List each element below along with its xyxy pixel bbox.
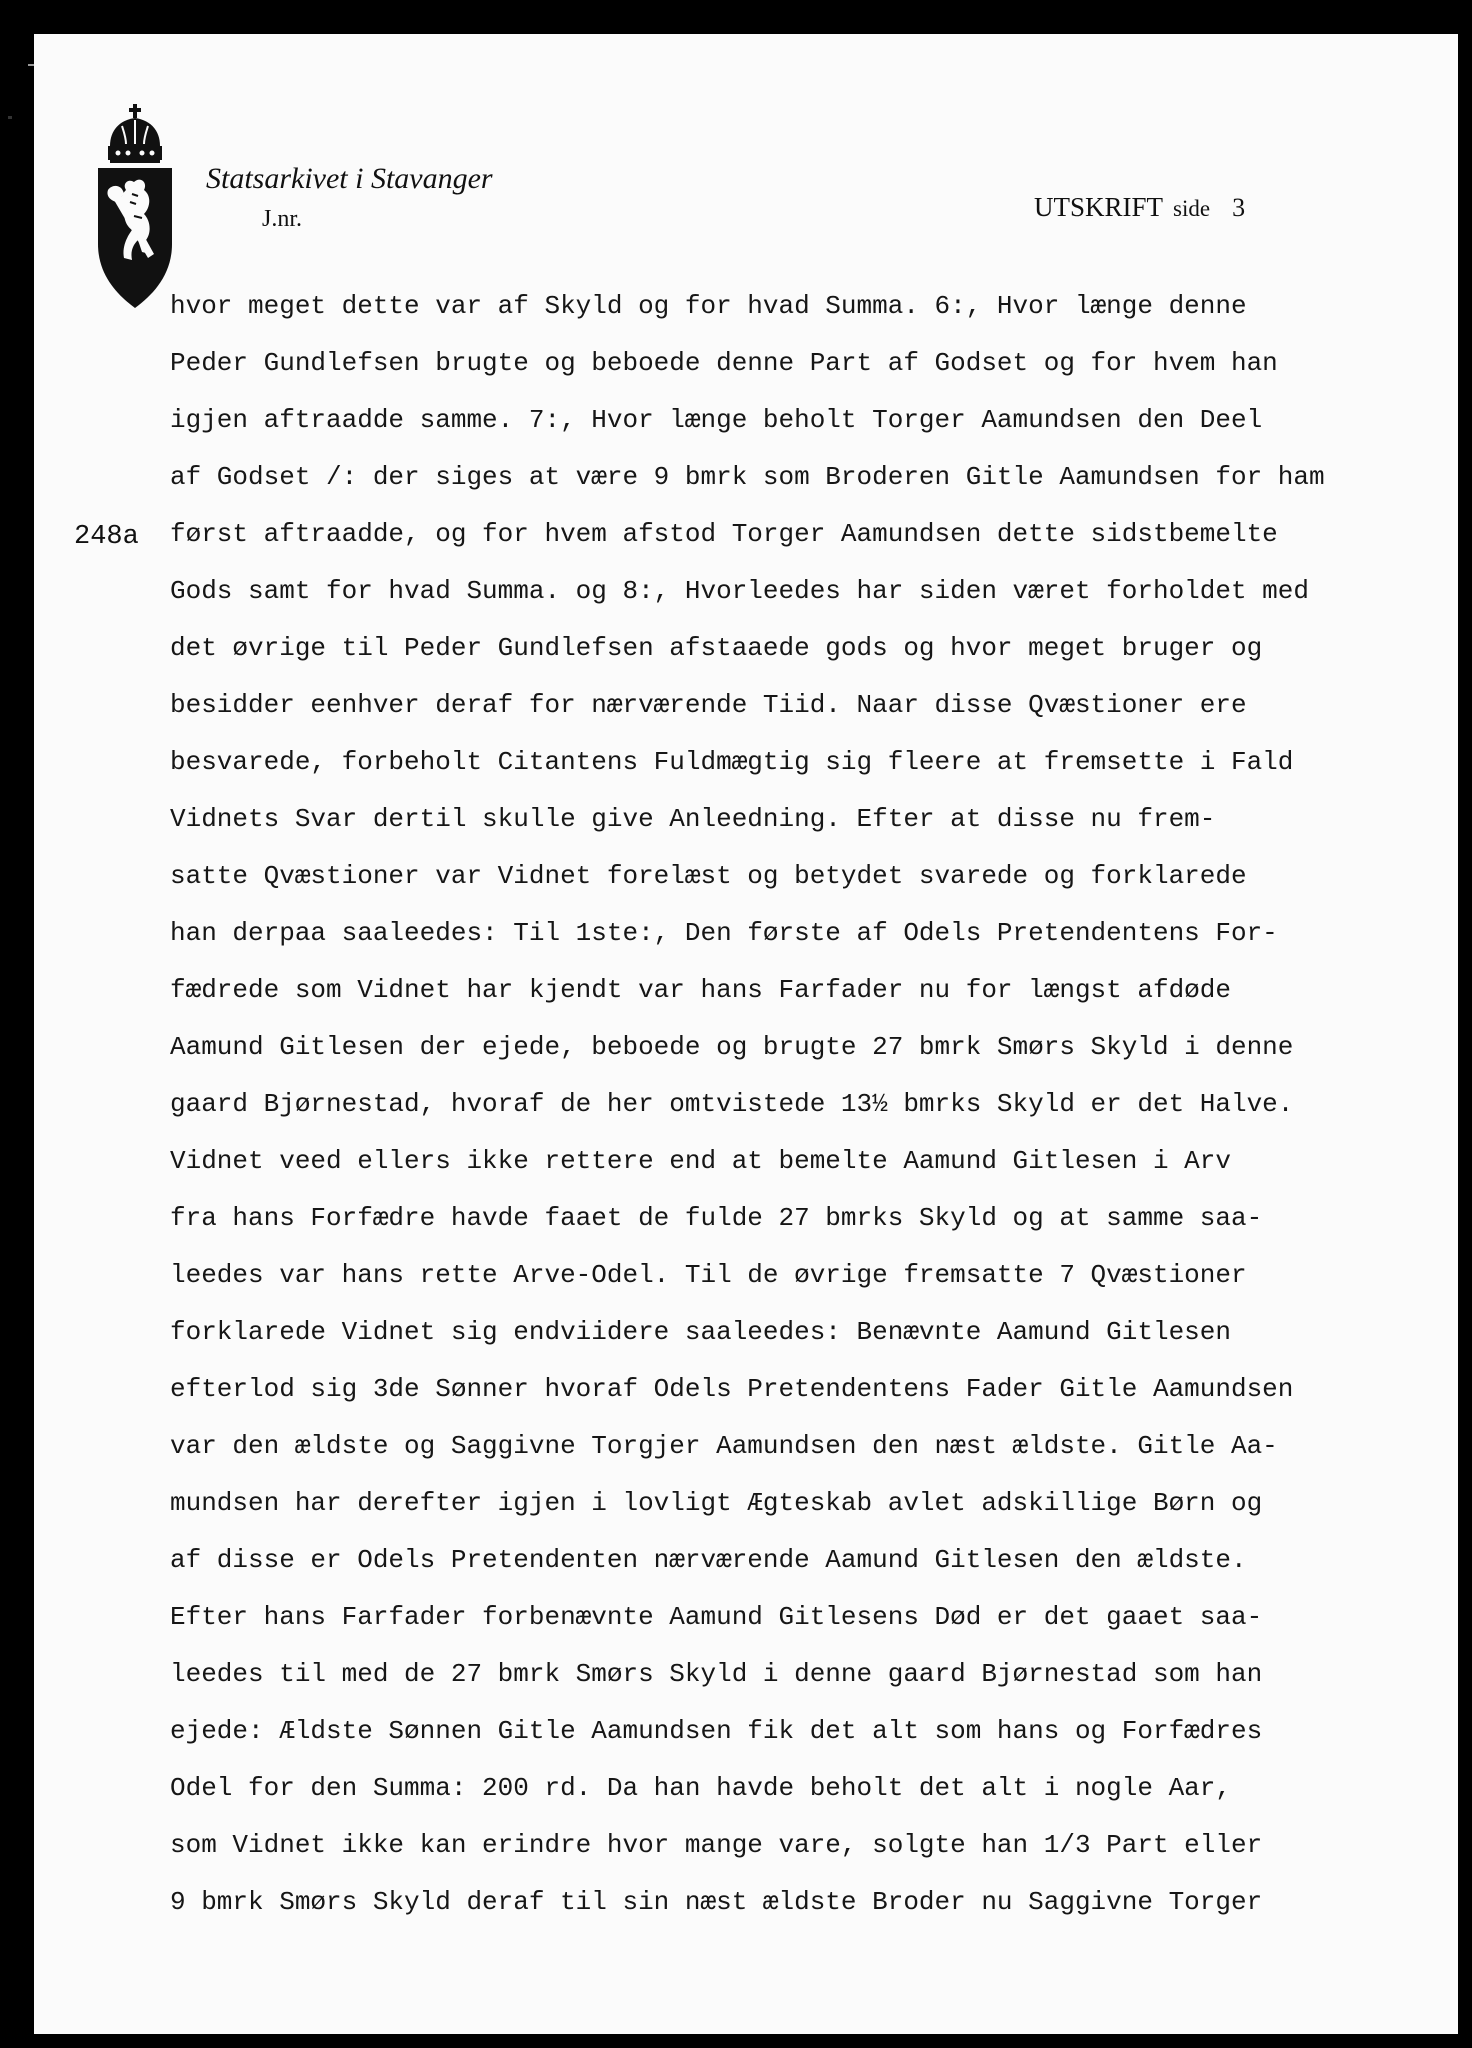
text-line: efterlod sig 3de Sønner hvoraf Odels Pretendentens Fader Gitle Aamundsen <box>170 1374 1294 1404</box>
text-line: Vidnets Svar dertil skulle give Anleedning. Efter at disse nu frem- <box>170 804 1216 834</box>
text-line: som Vidnet ikke kan erindre hvor mange vare, solgte han 1/3 Part eller <box>170 1830 1263 1860</box>
text-line: først aftraadde, og for hvem afstod Torger Aamundsen dette sidstbemelte <box>170 519 1278 549</box>
page-number: 3 <box>1232 193 1246 222</box>
text-line: var den ældste og Saggivne Torgjer Aamundsen den næst ældste. Gitle Aa- <box>170 1431 1278 1461</box>
text-line: af disse er Odels Pretendenten nærværende Aamund Gitlesen den ældste. <box>170 1545 1247 1575</box>
text-line: af Godset /: der siges at være 9 bmrk som Broderen Gitle Aamundsen for ham <box>170 462 1325 492</box>
side-label: side <box>1173 196 1211 221</box>
text-line: satte Qvæstioner var Vidnet forelæst og betydet svarede og forklarede <box>170 861 1247 891</box>
text-line: forklarede Vidnet sig endviidere saaleedes: Benævnte Aamund Gitlesen <box>170 1317 1231 1347</box>
text-line: han derpaa saaleedes: Til 1ste:, Den første af Odels Pretendentens For- <box>170 918 1278 948</box>
text-line: hvor meget dette var af Skyld og for hvad Summa. 6:, Hvor længe denne <box>170 291 1247 321</box>
text-line: ejede: Ældste Sønnen Gitle Aamundsen fik det alt som hans og Forfædres <box>170 1716 1263 1746</box>
text-line: Efter hans Farfader forbenævnte Aamund Gitlesens Død er det gaaet saa- <box>170 1602 1263 1632</box>
archive-name: Statsarkivet i Stavanger <box>206 162 493 195</box>
document-page <box>34 34 1458 2034</box>
text-line: Vidnet veed ellers ikke rettere end at bemelte Aamund Gitlesen i Arv <box>170 1146 1231 1176</box>
text-line: Peder Gundlefsen brugte og beboede denne Part af Godset og for hvem han <box>170 348 1278 378</box>
text-line: gaard Bjørnestad, hvoraf de her omtvistede 13½ bmrks Skyld er det Halve. <box>170 1089 1294 1119</box>
text-line: Gods samt for hvad Summa. og 8:, Hvorleedes har siden været forholdet med <box>170 576 1309 606</box>
text-line: Aamund Gitlesen der ejede, beboede og brugte 27 bmrk Smørs Skyld i denne <box>170 1032 1294 1062</box>
transcript-body <box>170 278 1460 1931</box>
text-line: Odel for den Summa: 200 rd. Da han havde beholt det alt i nogle Aar, <box>170 1773 1231 1803</box>
text-line: det øvrige til Peder Gundlefsen afstaaede gods og hvor meget bruger og <box>170 633 1263 663</box>
scan-mark <box>8 116 12 119</box>
transcript-page-header <box>1034 192 1245 223</box>
text-line: mundsen har derefter igjen i lovligt Ægteskab avlet adskillige Børn og <box>170 1488 1263 1518</box>
text-line: fædrede som Vidnet har kjendt var hans Farfader nu for længst afdøde <box>170 975 1231 1005</box>
text-line: 9 bmrk Smørs Skyld deraf til sin næst ældste Broder nu Saggivne Torger <box>170 1887 1263 1917</box>
journal-number-label: J.nr. <box>262 206 303 232</box>
utskrift-label: UTSKRIFT <box>1034 192 1164 222</box>
text-line: besidder eenhver deraf for nærværende Tiid. Naar disse Qvæstioner ere <box>170 690 1247 720</box>
text-line: igjen aftraadde samme. 7:, Hvor længe beholt Torger Aamundsen den Deel <box>170 405 1263 435</box>
text-line: leedes til med de 27 bmrk Smørs Skyld i denne gaard Bjørnestad som han <box>170 1659 1263 1689</box>
text-line: fra hans Forfædre havde faaet de fulde 27 bmrks Skyld og at samme saa- <box>170 1203 1263 1233</box>
margin-folio-note: 248a <box>74 522 139 552</box>
text-line: leedes var hans rette Arve-Odel. Til de øvrige fremsatte 7 Qvæstioner <box>170 1260 1247 1290</box>
text-line: besvarede, forbeholt Citantens Fuldmægtig sig fleere at fremsette i Fald <box>170 747 1294 777</box>
coat-of-arms-icon <box>92 104 178 310</box>
